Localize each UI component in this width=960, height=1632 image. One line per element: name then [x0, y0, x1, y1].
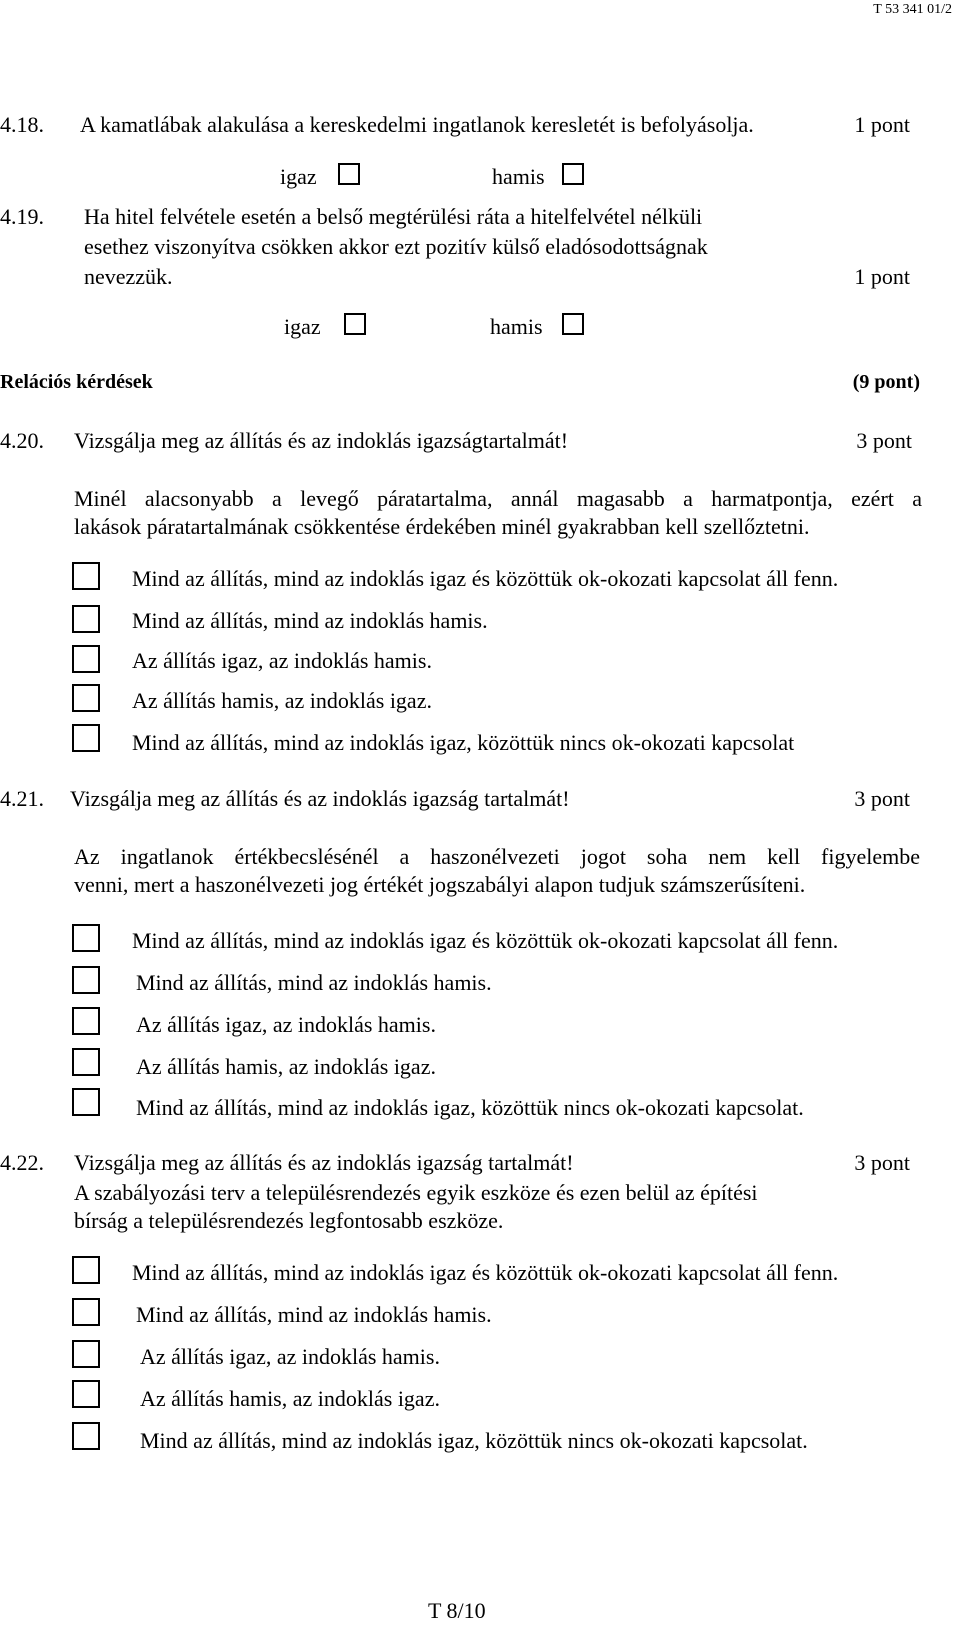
q419-text-line3: nevezzük.	[84, 264, 173, 289]
q421-option-checkbox[interactable]	[72, 1007, 100, 1035]
q421-option-checkbox[interactable]	[72, 1048, 100, 1076]
q418-true-label: igaz	[280, 164, 317, 189]
q421-option-checkbox[interactable]	[72, 924, 100, 952]
q419-true-checkbox[interactable]	[344, 313, 366, 335]
section-points: (9 pont)	[852, 371, 920, 393]
q419-number: 4.19.	[0, 204, 44, 229]
q421-option-checkbox[interactable]	[72, 1088, 100, 1116]
q421-option-text: Mind az állítás, mind az indoklás igaz, közöttük nincs ok-okozati kapcsolat.	[136, 1095, 804, 1120]
q422-option-text: Mind az állítás, mind az indoklás igaz és közöttük ok-okozati kapcsolat áll fenn.	[132, 1260, 839, 1285]
q419-text-line1: Ha hitel felvétele esetén a belső megtérülési ráta a hitelfelvétel nélküli	[84, 204, 703, 229]
q422-option-checkbox[interactable]	[72, 1422, 100, 1450]
q420-option-text: Mind az állítás, mind az indoklás igaz és közöttük ok-okozati kapcsolat áll fenn.	[132, 566, 839, 591]
q420-statement-line1: Minél alacsonyabb a levegő páratartalma, annál magasabb a harmatpontja, ezért a	[74, 486, 922, 511]
q419-text-line2: esethez viszonyítva csökken akkor ezt pozitív külső eladósodottságnak	[84, 234, 708, 259]
q422-statement-line2: bírság a településrendezés legfontosabb eszköze.	[74, 1208, 504, 1233]
q419-true-label: igaz	[284, 314, 321, 339]
q421-option-text: Az állítás hamis, az indoklás igaz.	[136, 1054, 436, 1079]
q420-option-text: Az állítás igaz, az indoklás hamis.	[132, 648, 432, 673]
q418-false-checkbox[interactable]	[562, 163, 584, 185]
q422-option-checkbox[interactable]	[72, 1340, 100, 1368]
q420-option-text: Mind az állítás, mind az indoklás igaz, közöttük nincs ok-okozati kapcsolat	[132, 730, 795, 755]
q420-option-checkbox[interactable]	[72, 684, 100, 712]
q421-points: 3 pont	[854, 786, 910, 811]
q420-number: 4.20.	[0, 428, 44, 453]
q421-statement-line2: venni, mert a haszonélvezeti jog értékét jogszabályi alapon tudjuk számszerűsíteni.	[74, 872, 806, 897]
q420-instruction: Vizsgálja meg az állítás és az indoklás igazságtartalmát!	[74, 428, 569, 453]
q422-points: 3 pont	[854, 1150, 910, 1175]
q422-option-text: Mind az állítás, mind az indoklás igaz, közöttük nincs ok-okozati kapcsolat.	[140, 1428, 808, 1453]
q419-false-checkbox[interactable]	[562, 313, 584, 335]
q420-option-text: Mind az állítás, mind az indoklás hamis.	[132, 608, 488, 633]
q422-option-text: Az állítás igaz, az indoklás hamis.	[140, 1344, 440, 1369]
q419-points: 1 pont	[854, 264, 910, 289]
q420-option-checkbox[interactable]	[72, 562, 100, 590]
q418-false-label: hamis	[492, 164, 545, 189]
q420-option-checkbox[interactable]	[72, 645, 100, 673]
q418-true-checkbox[interactable]	[338, 163, 360, 185]
q420-statement-line2: lakások páratartalmának csökkentése érdekében minél gyakrabban kell szellőztetni.	[74, 514, 810, 539]
q422-option-checkbox[interactable]	[72, 1298, 100, 1326]
page-number: T 8/10	[428, 1598, 486, 1623]
q422-option-text: Mind az állítás, mind az indoklás hamis.	[136, 1302, 492, 1327]
header-code: T 53 341 01/2	[873, 2, 952, 17]
q422-instruction: Vizsgálja meg az állítás és az indoklás igazság tartalmát!	[74, 1150, 574, 1175]
q420-option-text: Az állítás hamis, az indoklás igaz.	[132, 688, 432, 713]
q421-option-text: Mind az állítás, mind az indoklás hamis.	[136, 970, 492, 995]
q418-text: A kamatlábak alakulása a kereskedelmi ingatlanok keresletét is befolyásolja.	[80, 112, 754, 137]
q418-points: 1 pont	[854, 112, 910, 137]
q418-number: 4.18.	[0, 112, 44, 137]
q420-option-checkbox[interactable]	[72, 724, 100, 752]
q422-option-checkbox[interactable]	[72, 1380, 100, 1408]
q422-statement-line1: A szabályozási terv a településrendezés egyik eszköze és ezen belül az építési	[74, 1180, 758, 1205]
q421-number: 4.21.	[0, 786, 44, 811]
q421-option-checkbox[interactable]	[72, 966, 100, 994]
q421-option-text: Mind az állítás, mind az indoklás igaz és közöttük ok-okozati kapcsolat áll fenn.	[132, 928, 839, 953]
q422-option-checkbox[interactable]	[72, 1256, 100, 1284]
q420-option-checkbox[interactable]	[72, 605, 100, 633]
q422-option-text: Az állítás hamis, az indoklás igaz.	[140, 1386, 440, 1411]
q422-number: 4.22.	[0, 1150, 44, 1175]
q419-false-label: hamis	[490, 314, 543, 339]
q421-statement-line1: Az ingatlanok értékbecslésénél a haszonélvezeti jogot soha nem kell figyelembe	[74, 844, 920, 869]
q421-instruction: Vizsgálja meg az állítás és az indoklás igazság tartalmát!	[70, 786, 570, 811]
q421-option-text: Az állítás igaz, az indoklás hamis.	[136, 1012, 436, 1037]
section-title: Relációs kérdések	[0, 371, 153, 393]
q420-points: 3 pont	[856, 428, 912, 453]
